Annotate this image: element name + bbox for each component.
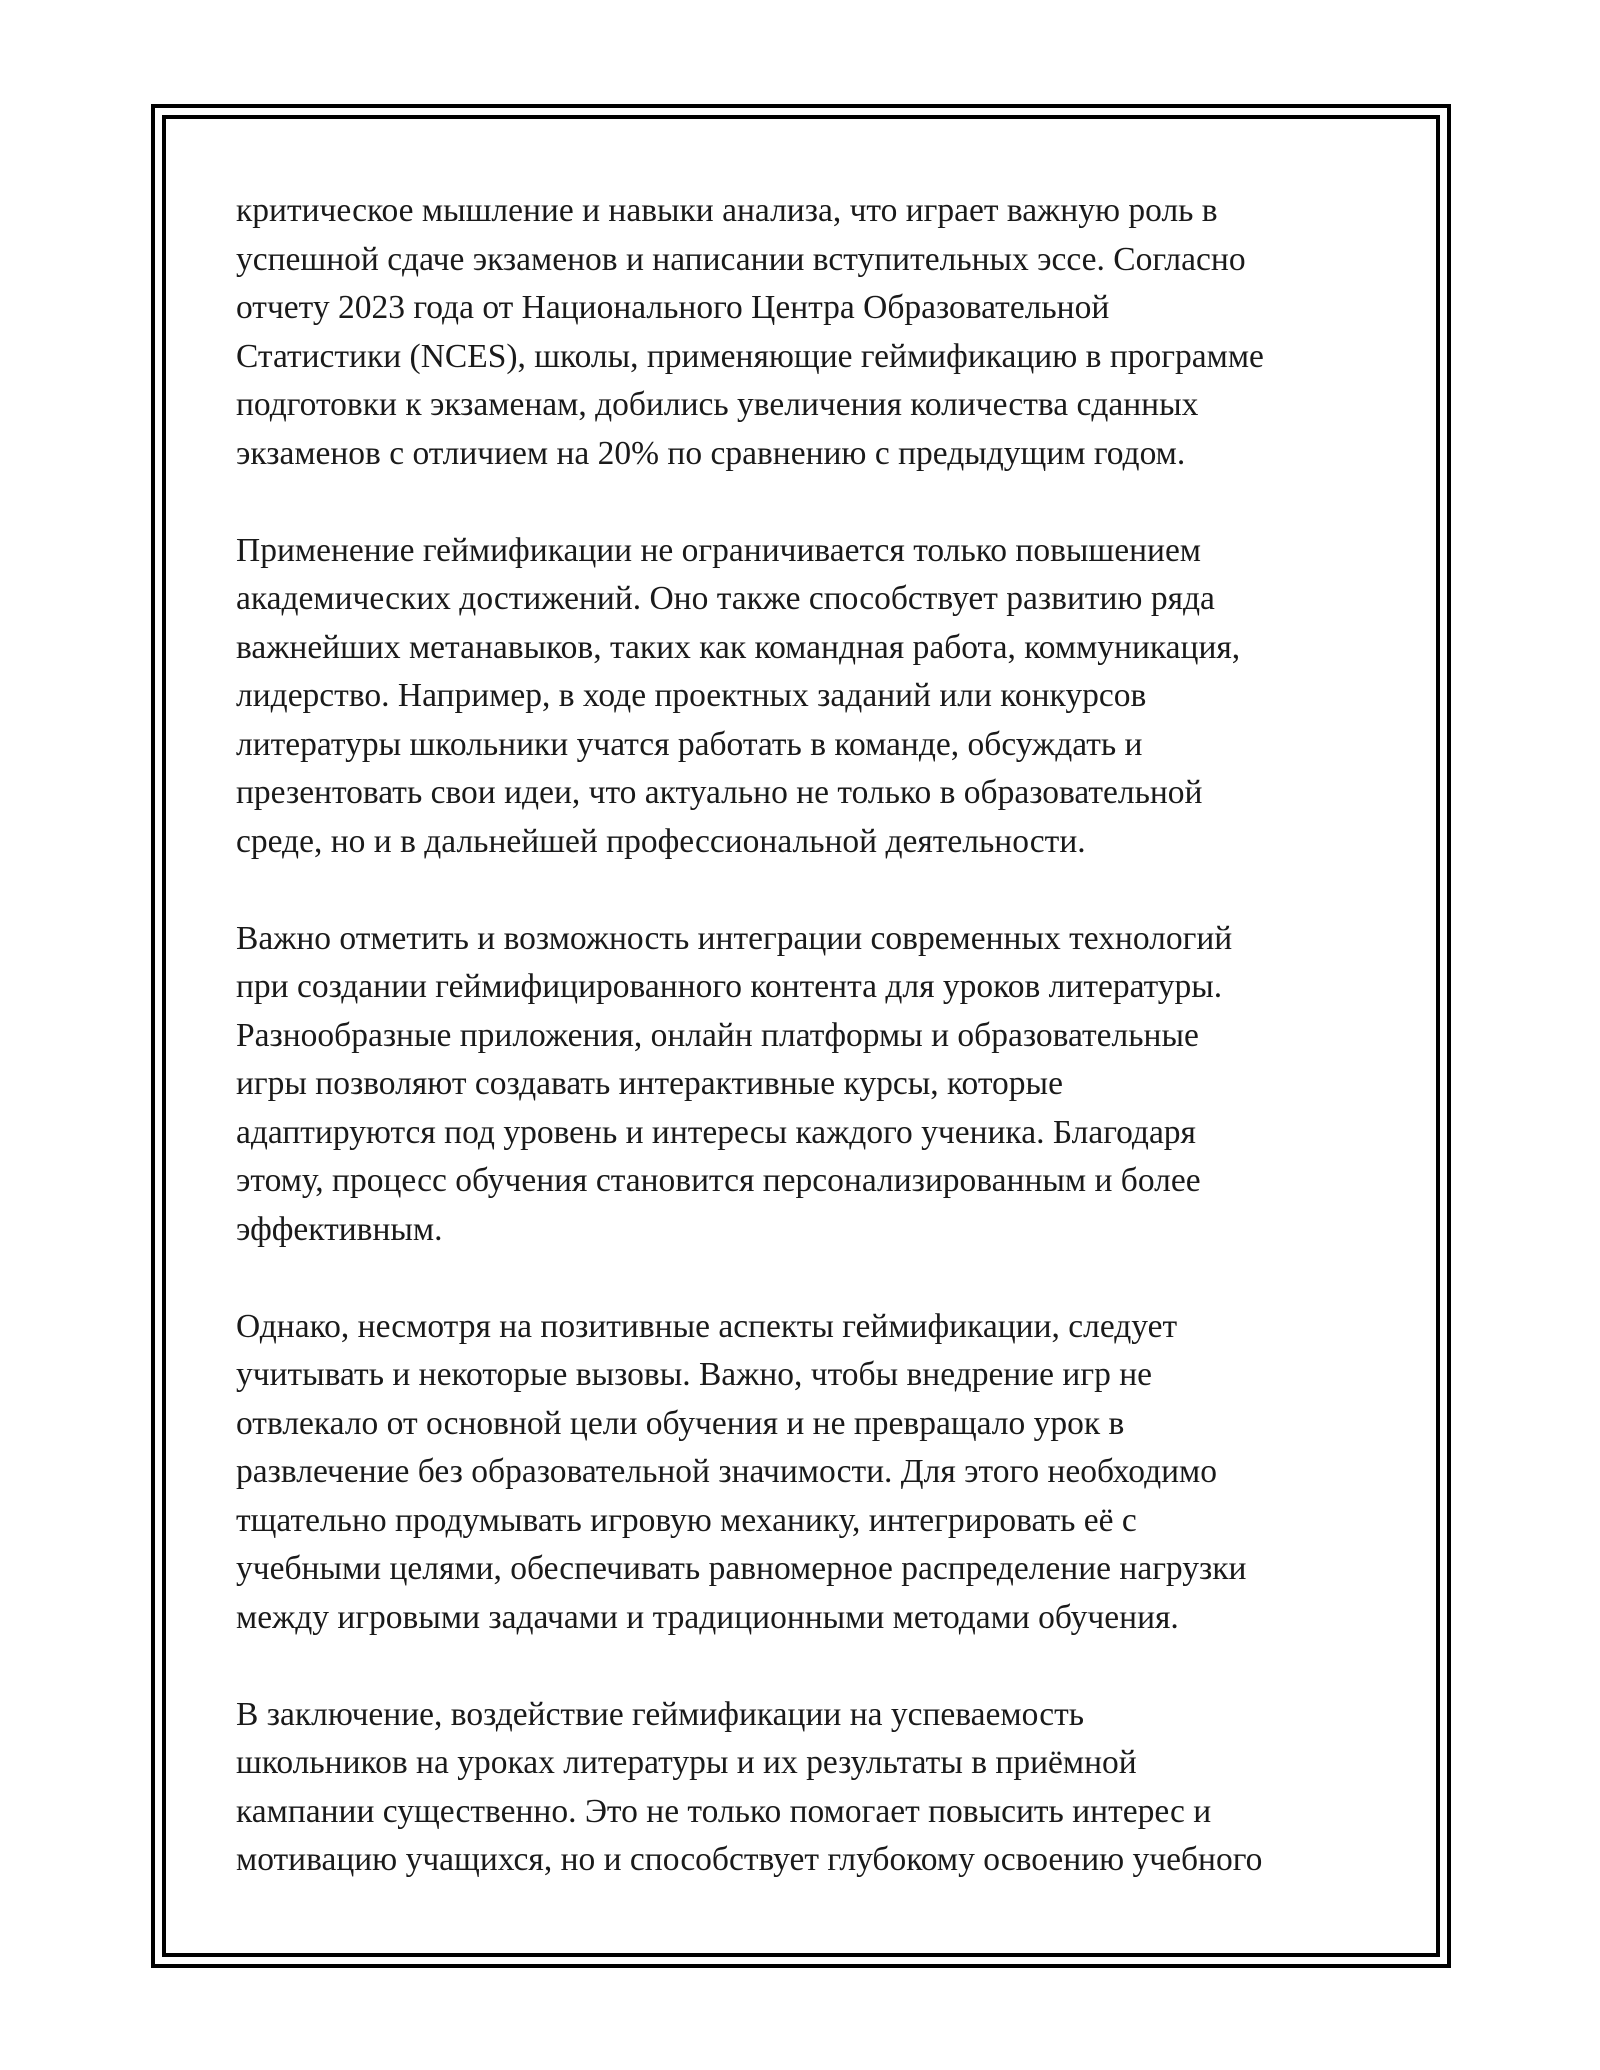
text-line: презентовать свои идеи, что актуально не только в образовательной (236, 774, 1203, 811)
text-line: адаптируются под уровень и интересы каждого ученика. Благодаря (236, 1113, 1196, 1151)
text-line: развлечение без образовательной значимости. Для этого необходимо (236, 1453, 1217, 1490)
text-line: В заключение, воздействие геймификации на успеваемость (236, 1695, 1084, 1733)
paragraph-1 (236, 187, 1376, 478)
text-line: среде, но и в дальнейшей профессиональной деятельности. (236, 822, 1086, 860)
text-line: при создании геймифицированного контента для уроков литературы. (236, 968, 1223, 1005)
document-body (236, 187, 1376, 1933)
text-line: Важно отметить и возможность интеграции современных технологий (236, 919, 1233, 957)
text-line: учебными целями, обеспечивать равномерное распределение нагрузки (236, 1550, 1247, 1587)
text-line: лидерство. Например, в ходе проектных заданий или конкурсов (236, 677, 1147, 714)
text-line: этому, процесс обучения становится персонализированным и более (236, 1162, 1201, 1199)
text-line: кампании существенно. Это не только помогает повысить интерес и (236, 1792, 1212, 1830)
text-line: школьников на уроках литературы и их результаты в приёмной (236, 1744, 1137, 1781)
text-line: академических достижений. Оно также способствует развитию ряда (236, 580, 1215, 617)
text-line: учитывать и некоторые вызовы. Важно, чтобы внедрение игр не (236, 1356, 1152, 1393)
paragraph-2 (236, 527, 1376, 867)
text-line: мотивацию учащихся, но и способствует глубокому освоению учебного (236, 1841, 1263, 1878)
text-line: успешной сдаче экзаменов и написании вступительных эссе. Согласно (236, 240, 1246, 278)
text-line: критическое мышление и навыки анализа, что играет важную роль в (236, 192, 1218, 229)
text-line: литературы школьники учатся работать в команде, обсуждать и (236, 725, 1143, 763)
text-line: Разнообразные приложения, онлайн платформы и образовательные (236, 1016, 1199, 1054)
text-line: Статистики (NCES), школы, применяющие геймификацию в программе (236, 337, 1264, 375)
text-line: Применение геймификации не ограничивается только повышением (236, 531, 1202, 569)
text-line: эффективным. (236, 1210, 443, 1248)
text-line: между игровыми задачами и традиционными методами обучения. (236, 1598, 1179, 1636)
paragraph-4 (236, 1303, 1376, 1643)
text-line: Однако, несмотря на позитивные аспекты геймификации, следует (236, 1307, 1178, 1345)
text-line: отвлекало от основной цели обучения и не превращало урок в (236, 1404, 1125, 1442)
text-line: игры позволяют создавать интерактивные курсы, которые (236, 1065, 1063, 1102)
paragraph-3 (236, 915, 1376, 1255)
text-line: важнейших метанавыков, таких как командная работа, коммуникация, (236, 628, 1241, 666)
text-line: тщательно продумывать игровую механику, интегрировать её с (236, 1501, 1137, 1539)
paragraph-5 (236, 1691, 1376, 1885)
text-line: отчету 2023 года от Национального Центра Образовательной (236, 289, 1110, 326)
text-line: экзаменов с отличием на 20% по сравнению с предыдущим годом. (236, 434, 1186, 472)
text-line: подготовки к экзаменам, добились увеличения количества сданных (236, 386, 1199, 423)
